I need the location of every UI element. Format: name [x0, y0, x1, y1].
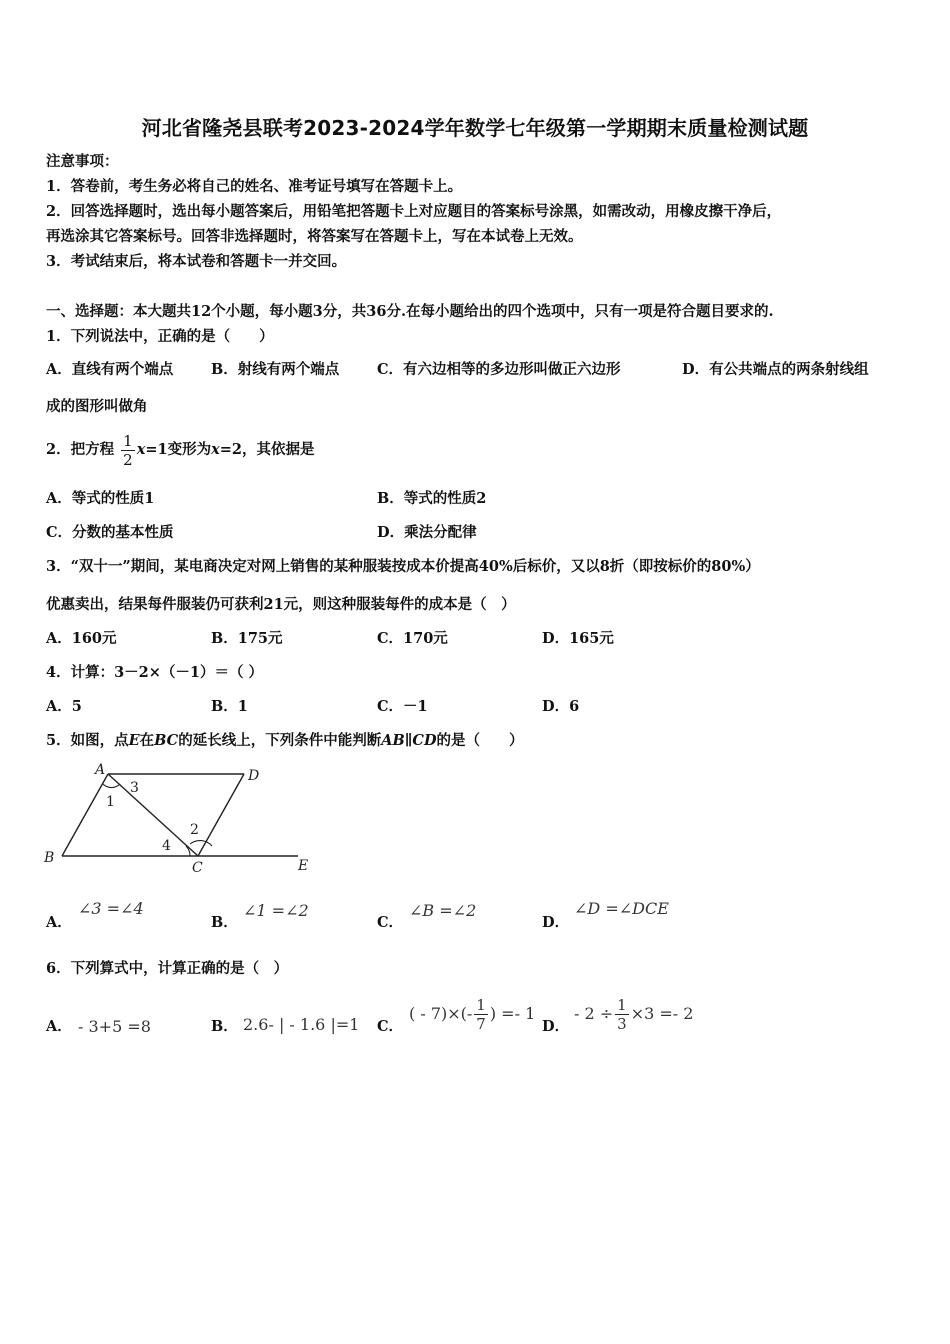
q5-mid1: 在: [139, 732, 155, 749]
q5-option-d-letter: D．: [542, 914, 570, 931]
q3-option-c: C．170元: [377, 630, 448, 647]
q5-option-b-letter: B．: [211, 914, 238, 931]
angle-arc-1: [103, 784, 120, 788]
q6-d-pre: - 2 ÷: [574, 1004, 614, 1023]
q5-option-a-math: ∠3 =∠4: [78, 899, 144, 918]
q5-option-a-letter: A．: [46, 914, 72, 931]
q6-c-fraction: [474, 996, 488, 1033]
notice-item: 2．回答选择题时，选出每小题答案后，用铅笔把答题卡上对应题目的答案标号涂黑，如需改动，用橡皮擦干净后，: [46, 203, 782, 220]
q6-c-den: 7: [476, 1015, 486, 1033]
q5-parallel: AB∥CD: [381, 732, 437, 749]
segment-ab: [62, 774, 108, 856]
q4-option-a: A．5: [46, 698, 82, 715]
q4-option-c: C．－1: [377, 698, 428, 715]
q3-option-d: D．165元: [542, 630, 614, 647]
label-a: A: [95, 762, 106, 778]
q4-option-b: B．1: [211, 698, 248, 715]
q5-stem: [46, 731, 524, 751]
q1-continuation: 成的图形叫做角: [46, 398, 148, 415]
page-title: 河北省隆尧县联考2023-2024学年数学七年级第一学期期末质量检测试题: [141, 116, 809, 140]
q2-fraction: [121, 432, 135, 469]
angle-arc-2: [190, 841, 212, 846]
q1-option-c: C．有六边相等的多边形叫做正六边形: [377, 361, 621, 378]
q2-option-c: C．分数的基本性质: [46, 524, 174, 541]
q3-option-b: B．175元: [211, 630, 283, 647]
label-angle-3: 3: [130, 780, 139, 796]
q4-stem: 4．计算：3－2×（－1）＝（ ）: [46, 664, 264, 681]
label-angle-1: 1: [106, 794, 115, 810]
q3-option-a: A．160元: [46, 630, 117, 647]
label-b: B: [44, 850, 55, 866]
label-angle-2: 2: [190, 822, 199, 838]
q6-c-post: ) =- 1: [489, 1004, 536, 1023]
q6-option-c-math: [409, 994, 535, 1034]
q1-option-a: A．直线有两个端点: [46, 361, 174, 378]
q2-eq1: =1变形为: [145, 441, 212, 458]
label-angle-4: 4: [162, 838, 171, 854]
label-c: C: [192, 860, 203, 876]
label-e: E: [298, 858, 309, 874]
q1-option-b: B．射线有两个端点: [211, 361, 340, 378]
q5-option-d-math: ∠D =∠DCE: [574, 899, 669, 918]
q5-option-c-math: ∠B =∠2: [409, 901, 477, 920]
label-d: D: [248, 768, 260, 784]
q5-option-c-letter: C．: [377, 914, 404, 931]
q6-option-c-letter: C．: [377, 1018, 404, 1035]
notice-item: 再选涂其它答案标号。回答非选择题时，将答案写在答题卡上，写在本试卷上无效。: [46, 228, 583, 245]
q2-frac-num: 1: [123, 431, 133, 450]
q2-option-d: D．乘法分配律: [377, 524, 477, 541]
q5-pre: 5．如图，点: [46, 732, 129, 749]
q2-stem: [46, 430, 315, 470]
q2-frac-den: 2: [123, 450, 133, 469]
q6-option-d-math: [574, 994, 693, 1034]
q6-d-fraction: [615, 996, 629, 1033]
q6-d-den: 3: [617, 1015, 627, 1033]
q5-segment-bc: BC: [154, 732, 179, 749]
q2-option-a: A．等式的性质1: [46, 490, 155, 507]
q5-option-b-math: ∠1 =∠2: [243, 901, 309, 920]
q6-option-b-letter: B．: [211, 1018, 238, 1035]
q6-stem: 6．下列算式中，计算正确的是（ ）: [46, 960, 289, 977]
q6-d-num: 1: [617, 996, 627, 1014]
q4-option-d: D．6: [542, 698, 580, 715]
q6-option-d-letter: D．: [542, 1018, 570, 1035]
q5-mid2: 的延长线上，下列条件中能判断: [178, 732, 382, 749]
q6-option-a-math: - 3+5 =8: [78, 1017, 151, 1036]
q1-option-d: D．有公共端点的两条射线组: [682, 361, 869, 378]
segment-dc: [198, 774, 244, 856]
q3-stem-line1: 3．“双十一”期间，某电商决定对网上销售的某种服装按成本价提高40%后标价，又以8折（即按标价的80%）: [46, 558, 760, 575]
notice-item: 1．答卷前，考生务必将自己的姓名、准考证号填写在答题卡上。: [46, 178, 463, 195]
segment-ac: [108, 774, 198, 856]
q2-option-b: B．等式的性质2: [377, 490, 487, 507]
q5-post: 的是（ ）: [436, 732, 524, 749]
q6-c-num: 1: [476, 996, 486, 1014]
q3-stem-line2: 优惠卖出，结果每件服装仍可获利21元，则这种服装每件的成本是（ ）: [46, 596, 516, 613]
q2-var: x: [136, 441, 146, 458]
q2-prefix: 2．把方程: [46, 441, 115, 458]
q6-option-b-math: 2.6- | - 1.6 |=1: [243, 1015, 360, 1034]
q2-eq2: =2，其依据是: [219, 441, 315, 458]
q6-c-pre: ( - 7)×(-: [409, 1004, 473, 1023]
q6-option-a-letter: A．: [46, 1018, 72, 1035]
q6-d-post: ×3 =- 2: [630, 1004, 694, 1023]
q1-stem: 1．下列说法中，正确的是（ ）: [46, 328, 274, 345]
notice-heading: 注意事项：: [46, 153, 119, 170]
notice-item: 3．考试结束后，将本试卷和答题卡一并交回。: [46, 253, 347, 270]
section-heading: 一、选择题：本大题共12个小题，每小题3分，共36分.在每小题给出的四个选项中，只有一项是符合题目要求的.: [46, 303, 774, 320]
q5-point-e: E: [128, 732, 140, 749]
q2-var: x: [211, 441, 220, 458]
q5-figure: [40, 758, 330, 878]
